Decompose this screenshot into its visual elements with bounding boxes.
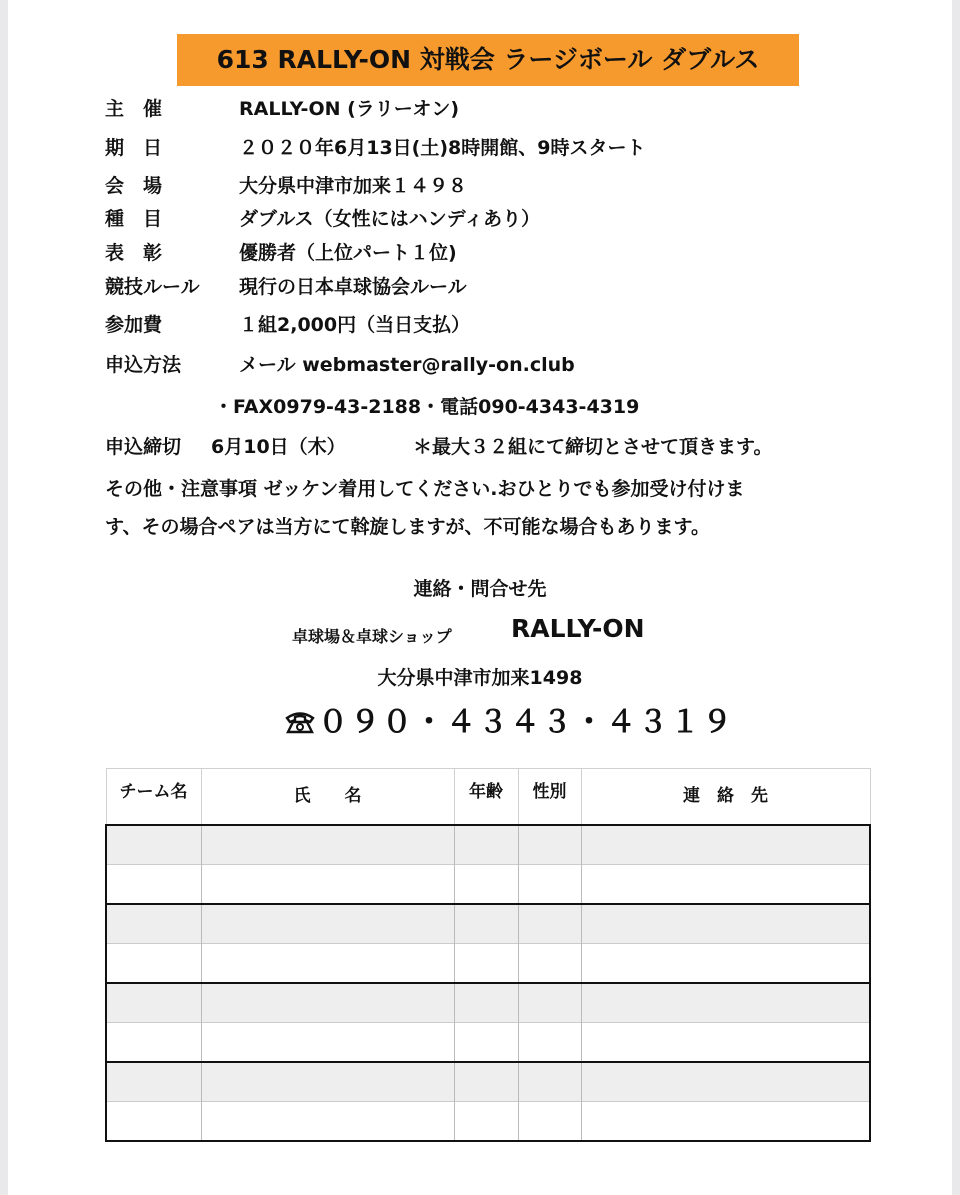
cell-gender[interactable] [518,944,581,984]
detail-label: 種 目 [105,208,163,230]
notes-line-1: その他・注意事項 ゼッケン着用してください.おひとりでも参加受け付けま [105,478,745,500]
phone-icon [284,708,316,743]
detail-value: RALLY-ON (ラリーオン) [239,98,460,120]
detail-rules [105,272,467,299]
entry-table [105,768,871,1142]
cell-contact[interactable] [581,1062,870,1102]
detail-date [105,133,646,160]
table-row [106,983,870,1023]
cell-name[interactable] [201,1102,454,1142]
cell-name[interactable] [201,944,454,984]
table-row [106,825,870,865]
table-header-row [106,769,870,826]
deadline-note: ＊最大３２組にて締切とさせて頂きます。 [413,436,773,458]
detail-application [105,350,575,377]
detail-label: 表 彰 [105,242,163,264]
detail-award [105,238,457,265]
deadline-date: 6月10日（木） [211,436,346,458]
cell-gender[interactable] [518,1023,581,1063]
cell-age[interactable] [454,1023,518,1063]
detail-value: 大分県中津市加来１４９８ [239,175,468,197]
detail-value: 現行の日本卓球協会ルール [239,276,467,298]
cell-team[interactable] [106,1062,201,1102]
detail-label: 主 催 [105,98,163,120]
cell-age[interactable] [454,944,518,984]
header-age: 年齢 [454,769,518,826]
detail-fee [105,310,471,337]
cell-name[interactable] [201,865,454,905]
cell-age[interactable] [454,1062,518,1102]
table-row [106,1062,870,1102]
detail-venue [105,171,468,198]
table-row [106,865,870,905]
phone-number: ０９０・４３４３・４３１９ [318,705,734,740]
shop-address: 大分県中津市加来1498 [377,667,583,689]
cell-age[interactable] [454,865,518,905]
detail-label: 期 日 [105,137,163,159]
table-row [106,1102,870,1142]
cell-contact[interactable] [581,865,870,905]
cell-age[interactable] [454,983,518,1023]
detail-label: 会 場 [105,175,163,197]
cell-name[interactable] [201,1023,454,1063]
cell-team[interactable] [106,1102,201,1142]
cell-age[interactable] [454,825,518,865]
detail-organizer [105,94,460,121]
detail-label: 競技ルール [105,276,200,298]
cell-name[interactable] [201,825,454,865]
notes-line-2: す、その場合ペアは当方にて斡旋しますが、不可能な場合もあります。 [105,516,710,538]
table-row [106,904,870,944]
cell-gender[interactable] [518,904,581,944]
header-name: 氏 名 [201,769,454,826]
cell-age[interactable] [454,904,518,944]
deadline-label: 申込締切 [105,436,182,458]
cell-team[interactable] [106,904,201,944]
header-team-name: チーム名 [106,769,201,826]
cell-team[interactable] [106,1023,201,1063]
cell-gender[interactable] [518,983,581,1023]
header-contact: 連 絡 先 [581,769,870,826]
cell-contact[interactable] [581,983,870,1023]
phone-line [284,697,734,743]
cell-gender[interactable] [518,1062,581,1102]
detail-value: ２０２０年6月13日(土)8時開館、9時スタート [239,137,646,159]
detail-value: メール webmaster@rally-on.club [239,354,575,376]
cell-contact[interactable] [581,944,870,984]
header-gender: 性別 [518,769,581,826]
cell-gender[interactable] [518,865,581,905]
cell-gender[interactable] [518,825,581,865]
table-row [106,944,870,984]
cell-age[interactable] [454,1102,518,1142]
cell-contact[interactable] [581,1023,870,1063]
cell-team[interactable] [106,983,201,1023]
detail-label: 参加費 [105,314,163,336]
detail-value: １組2,000円（当日支払） [239,314,471,336]
detail-value: ダブルス（女性にはハンディあり） [239,208,541,230]
cell-contact[interactable] [581,904,870,944]
cell-name[interactable] [201,904,454,944]
cell-team[interactable] [106,825,201,865]
cell-contact[interactable] [581,1102,870,1142]
cell-team[interactable] [106,865,201,905]
cell-name[interactable] [201,983,454,1023]
shop-name: RALLY-ON [511,614,645,643]
shop-label: 卓球場＆卓球ショップ [292,627,452,646]
document-page [8,0,952,1195]
inquiry-heading: 連絡・問合せ先 [413,578,547,600]
cell-contact[interactable] [581,825,870,865]
contact-fax-phone: ・FAX0979-43-2188・電話090-4343-4319 [214,396,640,418]
cell-name[interactable] [201,1062,454,1102]
detail-label: 申込方法 [105,354,182,376]
table-row [106,1023,870,1063]
detail-value: 優勝者（上位パート１位) [239,242,457,264]
cell-team[interactable] [106,944,201,984]
event-title: 613 RALLY-ON 対戦会 ラージボール ダブルス [177,34,799,86]
cell-gender[interactable] [518,1102,581,1142]
detail-event-type [105,204,541,231]
